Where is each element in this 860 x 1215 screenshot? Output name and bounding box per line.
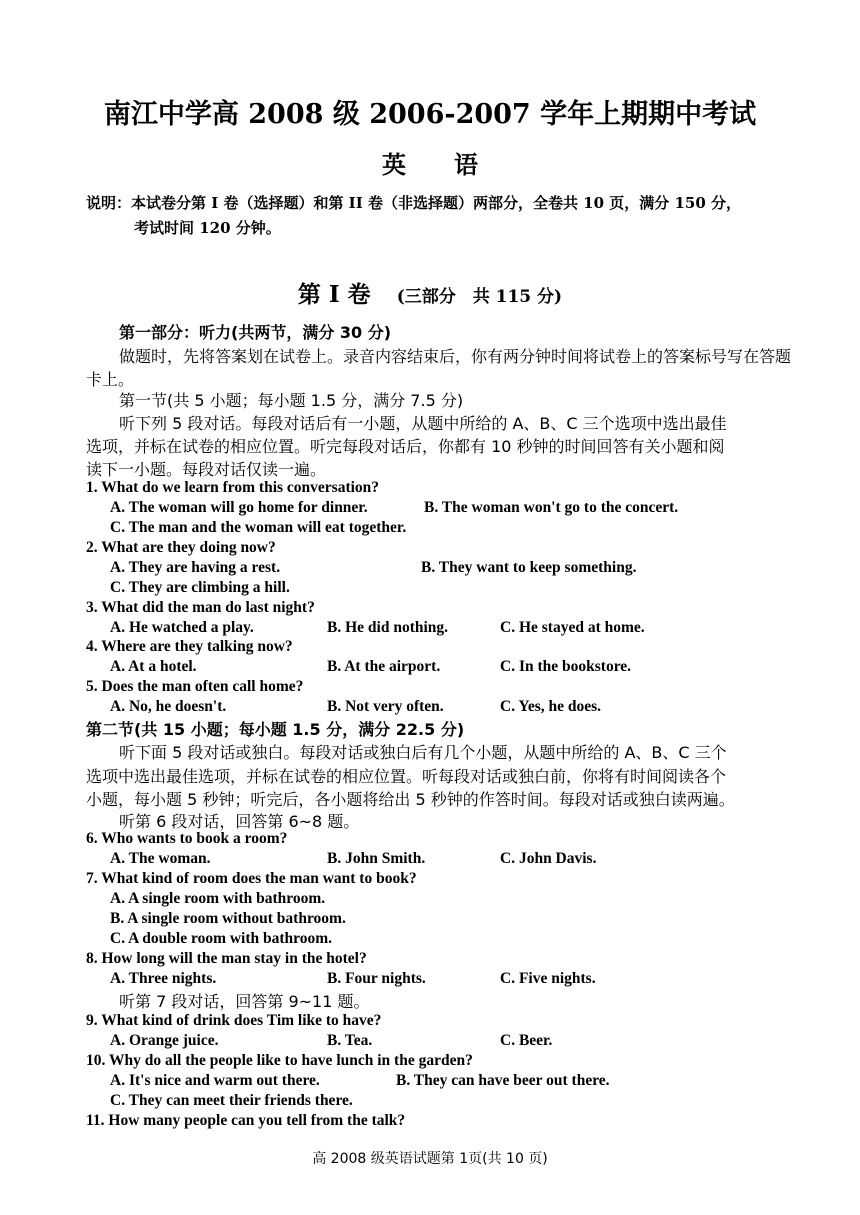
exam-note-line2: 考试时间 120 分钟。 [134,219,281,237]
q1-option-a: A. The woman will go home for dinner. [110,499,368,516]
section2-heading: 第二节(共 15 小题；每小题 1.5 分，满分 22.5 分) [86,720,465,739]
page-footer: 高 2008 级英语试题第 1页(共 10 页) [312,1151,548,1167]
volume-subtitle: (三部分 共 115 分) [396,287,563,307]
q3-option-b: B. He did nothing. [327,619,449,636]
question-9: 9. What kind of drink does Tim like to have? [86,1012,382,1029]
q7-option-b: B. A single room without bathroom. [110,910,346,927]
exam-title: 南江中学高 2008 级 2006-2007 学年上期期中考试 [103,99,757,130]
q6-option-b: B. John Smith. [327,850,426,867]
question-6: 6. Who wants to book a room? [86,830,288,847]
part1-intro-line1: 做题时，先将答案划在试卷上。录音内容结束后，你有两分钟时间将试卷上的答案标号写在答题 [119,347,792,366]
question-5: 5. Does the man often call home? [86,678,304,695]
q9-option-a: A. Orange juice. [110,1032,219,1049]
question-7: 7. What kind of room does the man want to book? [86,870,417,887]
question-3: 3. What did the man do last night? [86,599,315,616]
section1-instr-line2: 选项，并标在试卷的相应位置。听完每段对话后，你都有 10 秒钟的时间回答有关小题和阅 [86,437,725,456]
section1-heading: 第一节(共 5 小题；每小题 1.5 分，满分 7.5 分) [119,391,464,410]
q2-option-a: A. They are having a rest. [110,559,281,576]
q8-option-b: B. Four nights. [327,970,426,987]
question-8: 8. How long will the man stay in the hotel? [86,950,367,967]
q7-option-c: C. A double room with bathroom. [110,930,333,947]
section2-instr-line2: 选项中选出最佳选项，并标在试卷的相应位置。听每段对话或独白前，你将有时间阅读各个 [86,767,727,786]
q6-option-a: A. The woman. [110,850,211,867]
q10-option-c: C. They can meet their friends there. [110,1092,353,1109]
part1-intro-line2: 卡上。 [86,370,135,389]
part1-heading: 第一部分：听力(共两节，满分 30 分) [119,323,392,342]
q3-option-c: C. He stayed at home. [500,619,645,636]
q5-option-c: C. Yes, he does. [500,698,602,715]
section1-instr-line1: 听下列 5 段对话。每段对话后有一小题，从题中所给的 A、B、C 三个选项中选出最佳 [119,414,727,433]
question-10: 10. Why do all the people like to have lunch in the garden? [86,1052,473,1069]
q5-option-a: A. No, he doesn't. [110,698,227,715]
q4-option-c: C. In the bookstore. [500,658,632,675]
q1-option-b: B. The woman won't go to the concert. [424,499,679,516]
volume-title-text: 第 Ⅰ 卷 [297,281,371,308]
section2-instr-line1: 听下面 5 段对话或独白。每段对话或独白后有几个小题，从题中所给的 A、B、C 三个 [119,743,727,762]
q4-option-a: A. At a hotel. [110,658,197,675]
q5-option-b: B. Not very often. [327,698,444,715]
dialog-6-instruction: 听第 6 段对话，回答第 6~8 题。 [119,812,360,831]
question-2: 2. What are they doing now? [86,539,276,556]
q8-option-c: C. Five nights. [500,970,596,987]
exam-note-line1: 说明：本试卷分第 I 卷（选择题）和第 II 卷（非选择题）两部分，全卷共 10 页，满分 150 分， [86,194,742,212]
q7-option-a: A. A single room with bathroom. [110,890,326,907]
q1-option-c: C. The man and the woman will eat together. [110,519,407,536]
q9-option-b: B. Tea. [327,1032,373,1049]
q10-option-a: A. It's nice and warm out there. [110,1072,320,1089]
q3-option-a: A. He watched a play. [110,619,254,636]
q2-option-c: C. They are climbing a hill. [110,579,290,596]
q8-option-a: A. Three nights. [110,970,217,987]
q9-option-c: C. Beer. [500,1032,553,1049]
question-4: 4. Where are they talking now? [86,638,293,655]
q6-option-c: C. John Davis. [500,850,597,867]
q2-option-b: B. They want to keep something. [421,559,637,576]
dialog-7-instruction: 听第 7 段对话，回答第 9~11 题。 [119,992,370,1011]
section1-instr-line3: 读下一小题。每段对话仅读一遍。 [86,460,327,479]
exam-subject: 英 语 [382,150,478,179]
section2-instr-line3: 小题，每小题 5 秒钟；听完后，各小题将给出 5 秒钟的作答时间。每段对话或独白读两遍。 [86,790,735,809]
question-1: 1. What do we learn from this conversation? [86,479,380,496]
volume-title [0,276,860,309]
question-11: 11. How many people can you tell from the talk? [86,1112,406,1129]
q4-option-b: B. At the airport. [327,658,441,675]
q10-option-b: B. They can have beer out there. [396,1072,610,1089]
